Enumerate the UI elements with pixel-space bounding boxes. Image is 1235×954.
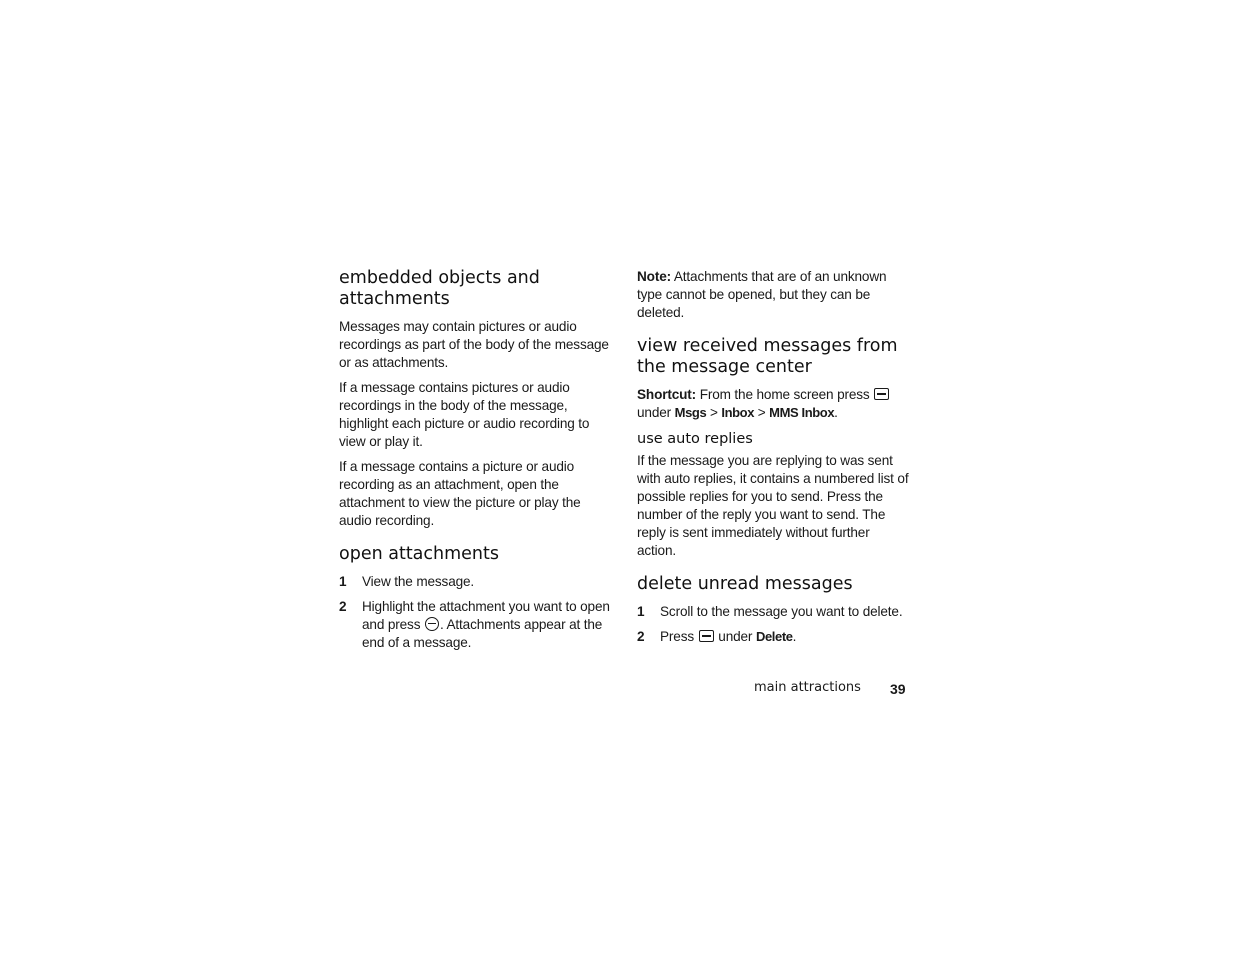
section-auto-replies: [637, 430, 909, 560]
center-select-key-icon: [425, 617, 439, 631]
paragraph: If a message contains pictures or audio recordings in the body of the message, highlight each picture or audio recording to view or play it.: [339, 380, 590, 449]
menu-path-msgs: Msgs: [674, 405, 707, 420]
section-delete-unread: [637, 574, 909, 646]
step-text: . Attachments appear at the end of a message.: [362, 617, 603, 650]
subsection-heading: use auto replies: [637, 431, 753, 447]
step-item: [637, 603, 909, 621]
step-number: 2: [637, 629, 645, 644]
paragraph: If a message contains a picture or audio recording as an attachment, open the attachment to view the picture or play the audio recording.: [339, 459, 581, 528]
shortcut-paragraph: [637, 386, 909, 422]
paragraph: Messages may contain pictures or audio recordings as part of the body of the message or as attachments.: [339, 319, 609, 370]
under-text: under: [637, 405, 672, 420]
section-heading: open attachments: [339, 544, 500, 564]
step-item: [339, 598, 611, 652]
footer-section-name: main attractions: [754, 680, 861, 695]
period: .: [792, 629, 797, 644]
period: .: [834, 405, 838, 420]
step-number: 1: [637, 604, 645, 619]
left-column: [339, 268, 611, 666]
step-item: [637, 628, 909, 646]
soft-key-icon: [699, 630, 714, 642]
menu-path-mms-inbox: MMS Inbox: [769, 405, 835, 420]
paragraph: If the message you are replying to was sent with auto replies, it contains a numbered list of possible replies for you to send. Press the number of the reply you want to send. The reply is sent immediately without further action.: [637, 453, 909, 558]
section-heading: embedded objects and attachments: [339, 268, 540, 309]
step-number: 2: [339, 599, 347, 614]
step-text: Scroll to the message you want to delete.: [660, 604, 903, 619]
note-label: Note:: [637, 269, 671, 284]
steps-list: [637, 603, 909, 646]
under-text: under: [718, 629, 753, 644]
shortcut-text: From the home screen press: [696, 387, 870, 402]
right-column: [637, 268, 909, 660]
menu-path-inbox: Inbox: [721, 405, 755, 420]
path-separator: >: [757, 405, 766, 420]
section-heading: view received messages from the message center: [637, 336, 898, 377]
note-block: [637, 268, 909, 322]
step-text: Highlight the attachment you want to open and press: [362, 599, 610, 632]
note-paragraph: [637, 268, 909, 322]
steps-list: [339, 573, 611, 652]
step-text: View the message.: [362, 574, 475, 589]
path-separator: >: [709, 405, 718, 420]
delete-label: Delete: [755, 629, 793, 644]
section-embedded-objects: [339, 268, 611, 530]
section-heading: delete unread messages: [637, 574, 853, 594]
step-text: Press: [660, 629, 694, 644]
shortcut-label: Shortcut:: [637, 387, 697, 402]
step-item: [339, 573, 611, 591]
page-number: 39: [890, 681, 906, 697]
note-text: Attachments that are of an unknown type cannot be opened, but they can be deleted.: [637, 269, 887, 320]
soft-key-icon: [874, 388, 889, 400]
section-view-received: [637, 336, 909, 422]
step-number: 1: [339, 574, 347, 589]
section-open-attachments: [339, 544, 611, 652]
